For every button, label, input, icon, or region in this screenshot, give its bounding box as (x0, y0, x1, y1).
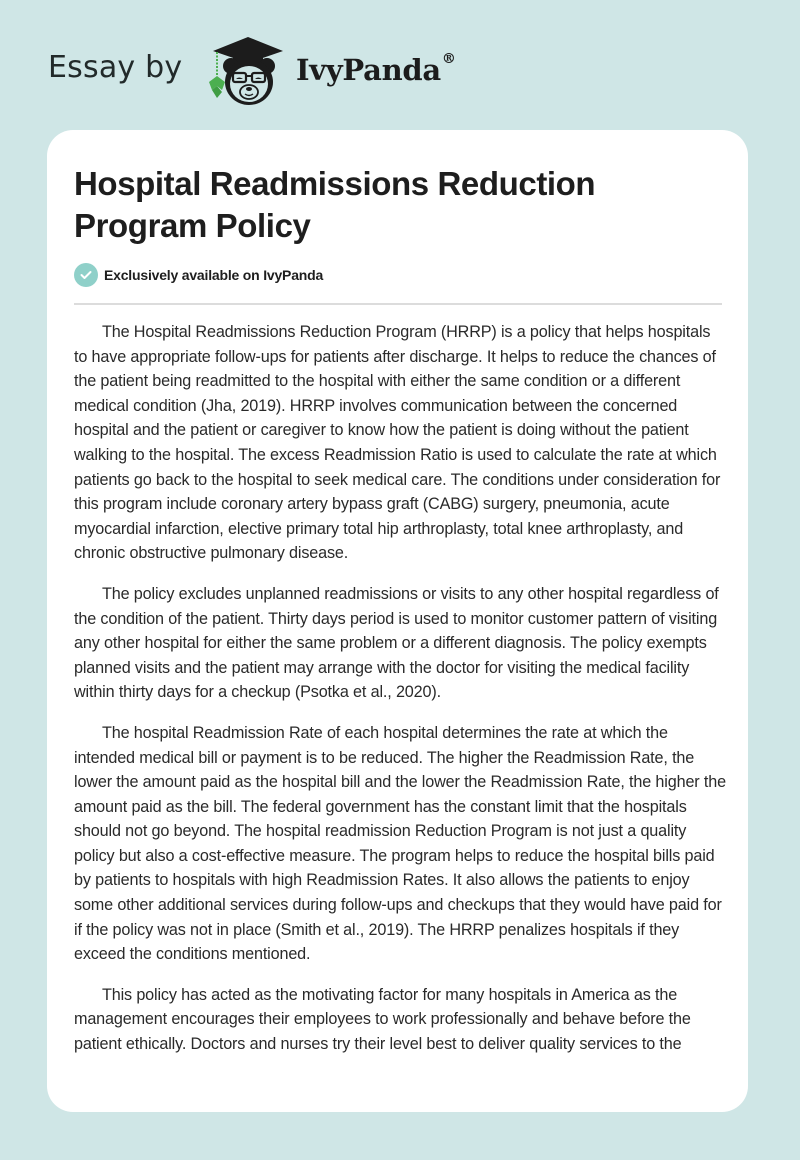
paragraph: This policy has acted as the motivating factor for many hospitals in America as the management encourages their employees to work professionally and behave before the patient ethically. Doctors and nurses try their level best to deliver quality services to the (74, 985, 691, 1054)
check-circle-icon (74, 263, 98, 287)
essay-by-label: Essay by (48, 50, 183, 85)
brand-name (296, 53, 456, 87)
paragraph: The hospital Readmission Rate of each hospital determines the rate at which the intended medical bill or payment is to be reduced. The higher the Readmission Rate, the lower the amount paid as the hospital bill and the lower the Readmission Rate, the higher the amount paid as the bill. The federal government has the constant limit that the hospitals should not go beyond. The hospital readmission Reduction Program is not just a quality policy but also a cost-effective measure. The program helps to reduce the hospital bills paid by patients to hospitals with high Readmission Rates. It also allows the patients to enjoy some other additional services during follow-ups and checkups that they would have paid for if the policy was not in place (Smith et al., 2019). The HRRP penalizes hospitals if they exceed the conditions mentioned. (74, 723, 726, 964)
site-header (0, 0, 800, 130)
title-divider (74, 303, 722, 305)
paragraph: The policy excludes unplanned readmissions or visits to any other hospital regardless of the condition of the patient. Thirty days period is used to monitor customer pattern of visiting any other hospital for either the same problem or a different diagnosis. The policy exempts planned visits and the patient may arrange with the doctor for visiting the medical facility within thirty days for a checkup (Psotka et al., 2020). (74, 584, 719, 702)
exclusive-badge (74, 263, 323, 287)
ivypanda-logo-link[interactable] (203, 34, 293, 110)
essay-card (47, 130, 748, 1112)
paragraph: The Hospital Readmissions Reduction Program (HRRP) is a policy that helps hospitals to have appropriate follow-ups for patients after discharge. It helps to reduce the chances of the patient being readmitted to the hospital with either the same condition or a different medical condition (Jha, 2019). HRRP involves communication between the concerned hospital and the patient or caregiver to know how the patient is doing without the patient walking to the hospital. The excess Readmission Ratio is used to calculate the rate at which patients go back to the hospital to seek medical care. The conditions under consideration for this program include coronary artery bypass graft (CABG) surgery, pneumonia, acute myocardial infarction, elective primary total hip arthroplasty, total knee arthroplasty, and chronic obstructive pulmonary disease. (74, 323, 721, 563)
exclusive-label: Exclusively available on IvyPanda (104, 267, 324, 283)
registered-mark: ® (441, 51, 456, 68)
essay-body (74, 320, 726, 1073)
essay-title: Hospital Readmissions Reduction Program Policy (74, 165, 596, 244)
panda-graduate-logo-icon (203, 34, 293, 110)
brand-text: IvyPanda (296, 53, 441, 87)
